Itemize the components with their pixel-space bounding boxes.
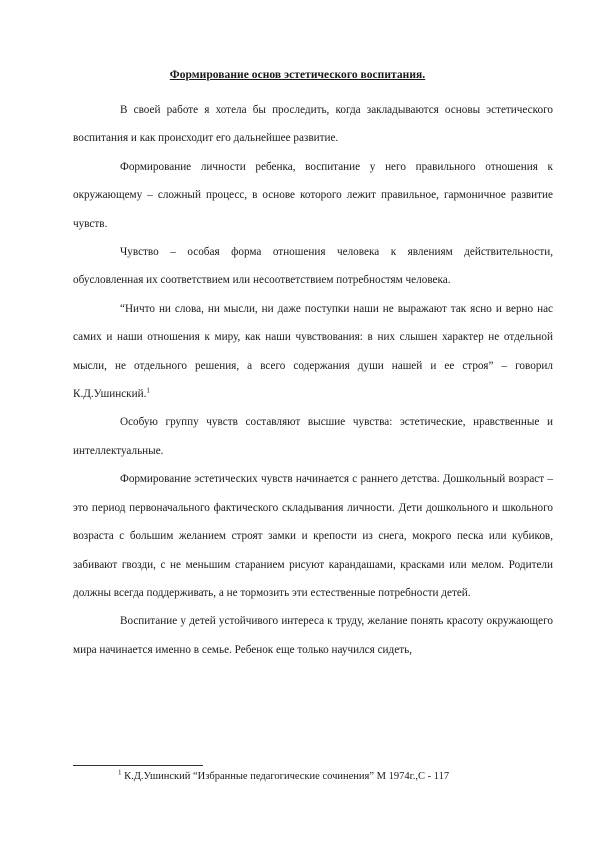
page-title: Формирование основ эстетического воспитания. [169, 69, 426, 81]
footnote-number: 1 [118, 768, 122, 777]
paragraph: Формирование личности ребенка, воспитание у него правильного отношения к окружающему – сложный процесс, в основе которого лежит правильное, гармоничное развитие чувств. [73, 160, 553, 230]
footnote-reference[interactable]: 1 [146, 386, 150, 395]
paragraph: Особую группу чувств составляют высшие чувства: эстетические, нравственные и интеллектуальные. [73, 416, 553, 457]
footnote-separator [73, 765, 203, 766]
footnote-text: К.Д.Ушинский “Избранные педагогические сочинения” М 1974г.,С - 117 [121, 771, 450, 782]
paragraph-quote [73, 295, 553, 409]
paragraph: Чувство – особая форма отношения человека к явлениям действительности, обусловленная их соответствием или несоответствием потребностям человека. [73, 246, 553, 287]
quote-text: “Ничто ни слова, ни мысли, ни даже поступки наши не выражают так ясно и верно нас самих и наши отношения к миру, как наши чувствования: в них слышен характер не отдельной мысли, не отдельного решения, а всего содержания души нашей и ее строя” – говорил К.Д.Ушинский. [73, 302, 553, 401]
paragraph: Формирование эстетических чувств начинается с раннего детства. Дошкольный возраст – это период первоначального фактического складывания личности. Дети дошкольного и школьного возраста с большим желанием строят замки и крепости из снега, мокрого песка или кубиков, забивают гвозди, с не меньшим старанием рисуют карандашами, красками или мелом. Родители должны всегда поддерживать, а не тормозить эти естественные потребности детей. [73, 473, 553, 599]
footnote [118, 768, 450, 782]
paragraph: В своей работе я хотела бы проследить, когда закладываются основы эстетического воспитания и как происходит его дальнейшее развитие. [73, 104, 553, 145]
paragraph: Воспитание у детей устойчивого интереса к труду, желание понять красоту окружающего мира начинается именно в семье. Ребенок еще только научился сидеть, [73, 615, 553, 656]
document-body [73, 96, 553, 664]
